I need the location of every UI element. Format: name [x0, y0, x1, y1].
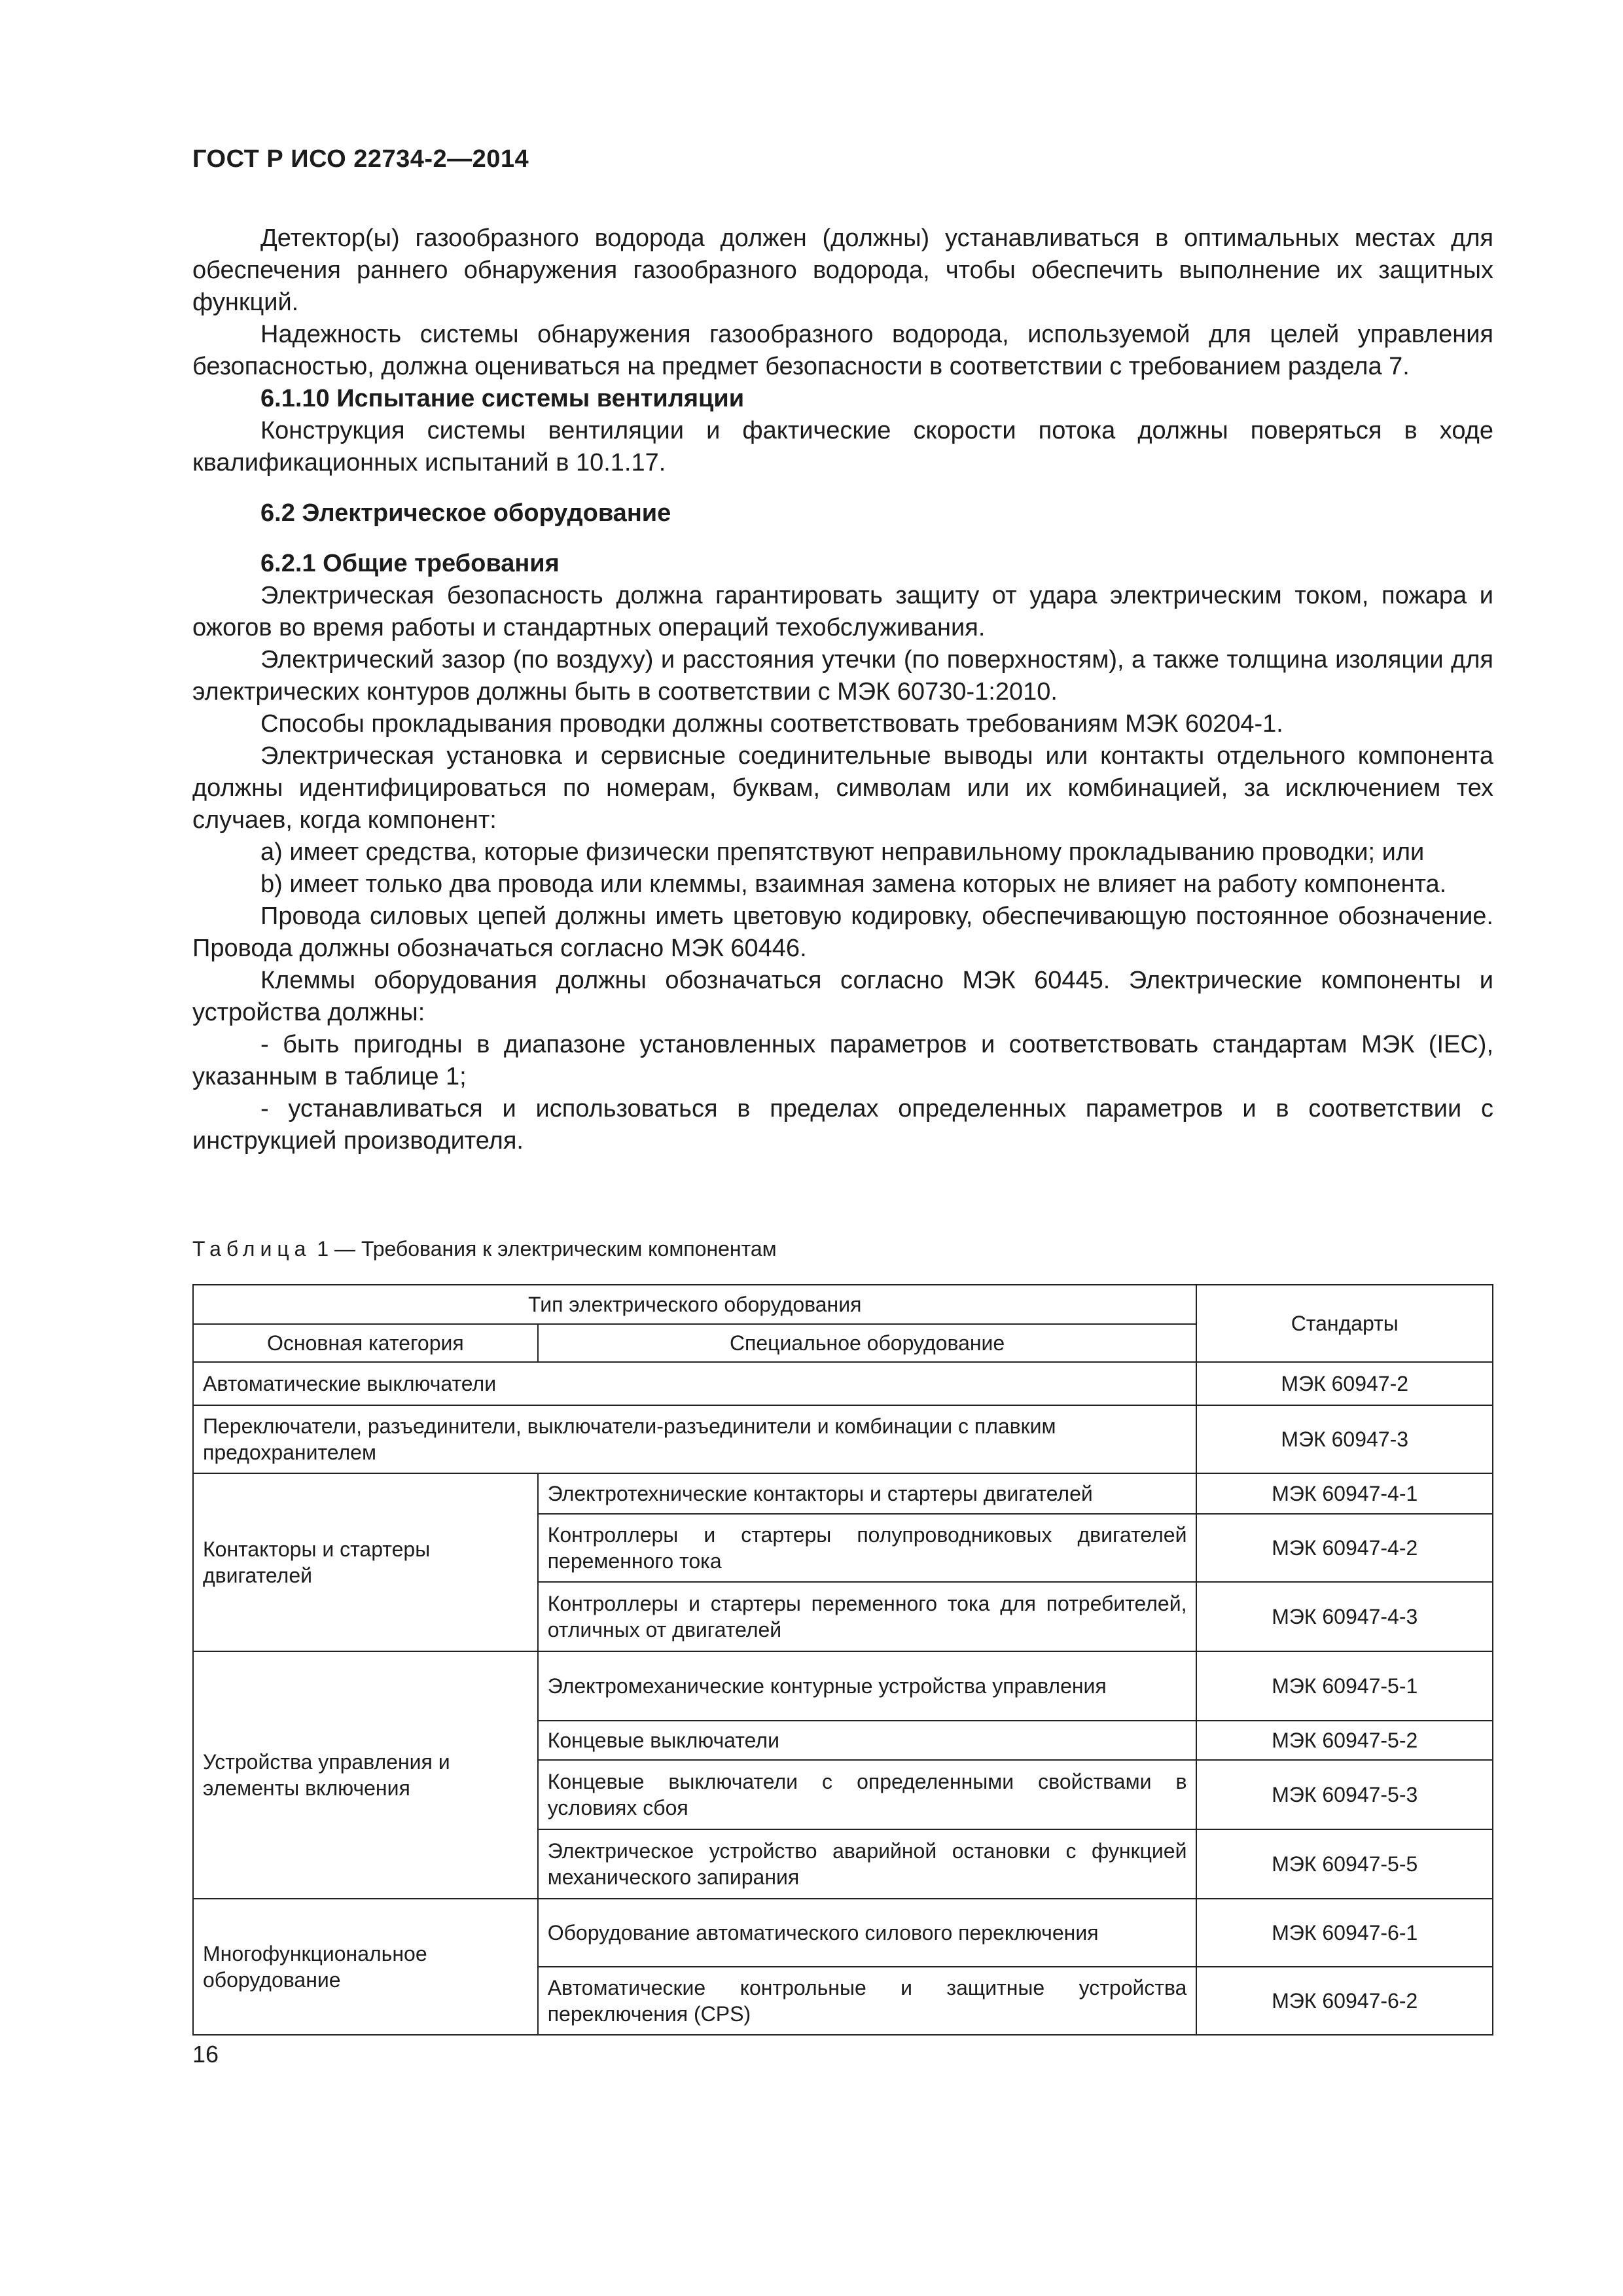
table-row: [193, 1899, 1493, 1967]
special-cell: Контроллеры и стартеры полупроводниковых двигателей переменного тока: [538, 1514, 1197, 1582]
table-caption-text: 1 — Требования к электрическим компонентам: [311, 1237, 777, 1261]
category-cell: Устройства управления и элементы включения: [193, 1651, 538, 1899]
paragraph: Провода силовых цепей должны иметь цветовую кодировку, обеспечивающую постоянное обозначение. Провода должны обозначаться согласно МЭК 60446.: [192, 903, 1493, 962]
category-cell: Многофункциональное оборудование: [193, 1899, 538, 2035]
list-item: - устанавливаться и использоваться в пределах определенных параметров и в соответствии с инструкцией производителя.: [192, 1095, 1493, 1155]
list-item: a) имеет средства, которые физически препятствуют неправильному прокладыванию проводки; или: [260, 838, 1425, 866]
paragraph: Электрическая безопасность должна гарантировать защиту от удара электрическим током, пожара и ожогов во время работы и стандартных операций техобслуживания.: [192, 582, 1493, 641]
body-text: [192, 223, 1493, 1157]
special-cell: Автоматические контрольные и защитные устройства переключения (CPS): [538, 1967, 1197, 2035]
header-cell: Тип электрического оборудования: [193, 1285, 1196, 1324]
list-item: b) имеет только два провода или клеммы, взаимная замена которых не влияет на работу компонента.: [260, 870, 1447, 898]
table-header-row: [193, 1285, 1493, 1324]
paragraph: Детектор(ы) газообразного водорода должен (должны) устанавливаться в оптимальных местах для обеспечения раннего обнаружения газообразного водорода, чтобы обеспечить выполнение их защитных функций.: [192, 224, 1493, 316]
special-cell: Концевые выключатели: [538, 1721, 1197, 1760]
table-cell: Переключатели, разъединители, выключатели-разъединители и комбинации с плавким предохранителем: [193, 1405, 1196, 1473]
standard-cell: МЭК 60947-6-2: [1196, 1967, 1493, 2035]
document-header: ГОСТ Р ИСО 22734-2—2014: [192, 145, 529, 173]
paragraph: Надежность системы обнаружения газообразного водорода, используемой для целей управления безопасностью, должна оцениваться на предмет безопасности в соответствии с требованием раздела 7.: [192, 321, 1493, 380]
paragraph: Способы прокладывания проводки должны соответствовать требованиям МЭК 60204-1.: [260, 710, 1283, 738]
header-cell: Специальное оборудование: [538, 1324, 1197, 1362]
category-cell: Контакторы и стартеры двигателей: [193, 1473, 538, 1651]
section-heading: 6.1.10 Испытание системы вентиляции: [260, 385, 745, 412]
section-heading: 6.2 Электрическое оборудование: [260, 499, 671, 527]
special-cell: Электрическое устройство аварийной остановки с функцией механического запирания: [538, 1829, 1197, 1899]
paragraph: Электрический зазор (по воздуху) и расстояния утечки (по поверхностям), а также толщина изоляции для электрических контуров должны быть в соответствии с МЭК 60730-1:2010.: [192, 646, 1493, 706]
table-row: [193, 1405, 1493, 1473]
standard-cell: МЭК 60947-4-3: [1196, 1582, 1493, 1651]
standard-cell: МЭК 60947-2: [1196, 1362, 1493, 1405]
standard-cell: МЭК 60947-5-5: [1196, 1829, 1493, 1899]
special-cell: Электромеханические контурные устройства управления: [538, 1651, 1197, 1721]
section-heading: 6.2.1 Общие требования: [260, 550, 560, 577]
standard-cell: МЭК 60947-3: [1196, 1405, 1493, 1473]
table-row: [193, 1362, 1493, 1405]
table-caption: [192, 1237, 777, 1261]
header-cell: Основная категория: [193, 1324, 538, 1362]
table-row: [193, 1651, 1493, 1721]
special-cell: Электротехнические контакторы и стартеры двигателей: [538, 1473, 1197, 1514]
standard-cell: МЭК 60947-5-3: [1196, 1760, 1493, 1829]
standard-cell: МЭК 60947-5-1: [1196, 1651, 1493, 1721]
table-row: [193, 1473, 1493, 1514]
paragraph: Конструкция системы вентиляции и фактические скорости потока должны поверяться в ходе квалификационных испытаний в 10.1.17.: [192, 417, 1493, 476]
page-number: 16: [192, 2041, 219, 2068]
paragraph: Клеммы оборудования должны обозначаться согласно МЭК 60445. Электрические компоненты и устройства должны:: [192, 967, 1493, 1026]
standard-cell: МЭК 60947-6-1: [1196, 1899, 1493, 1967]
list-item: - быть пригодны в диапазоне установленных параметров и соответствовать стандартам МЭК (IEC), указанным в таблице 1;: [192, 1031, 1493, 1090]
special-cell: Концевые выключатели с определенными свойствами в условиях сбоя: [538, 1760, 1197, 1829]
table-caption-prefix: Таблица: [192, 1237, 312, 1261]
standard-cell: МЭК 60947-5-2: [1196, 1721, 1493, 1760]
standard-cell: МЭК 60947-4-2: [1196, 1514, 1493, 1582]
header-cell: Стандарты: [1196, 1285, 1493, 1362]
table-cell: Автоматические выключатели: [193, 1362, 1196, 1405]
special-cell: Контроллеры и стартеры переменного тока для потребителей, отличных от двигателей: [538, 1582, 1197, 1651]
special-cell: Оборудование автоматического силового переключения: [538, 1899, 1197, 1967]
standard-cell: МЭК 60947-4-1: [1196, 1473, 1493, 1514]
paragraph: Электрическая установка и сервисные соединительные выводы или контакты отдельного компонента должны идентифицироваться по номерам, буквам, символам или их комбинацией, за исключением тех случаев, когда компонент:: [192, 742, 1493, 834]
requirements-table: [192, 1284, 1493, 2036]
